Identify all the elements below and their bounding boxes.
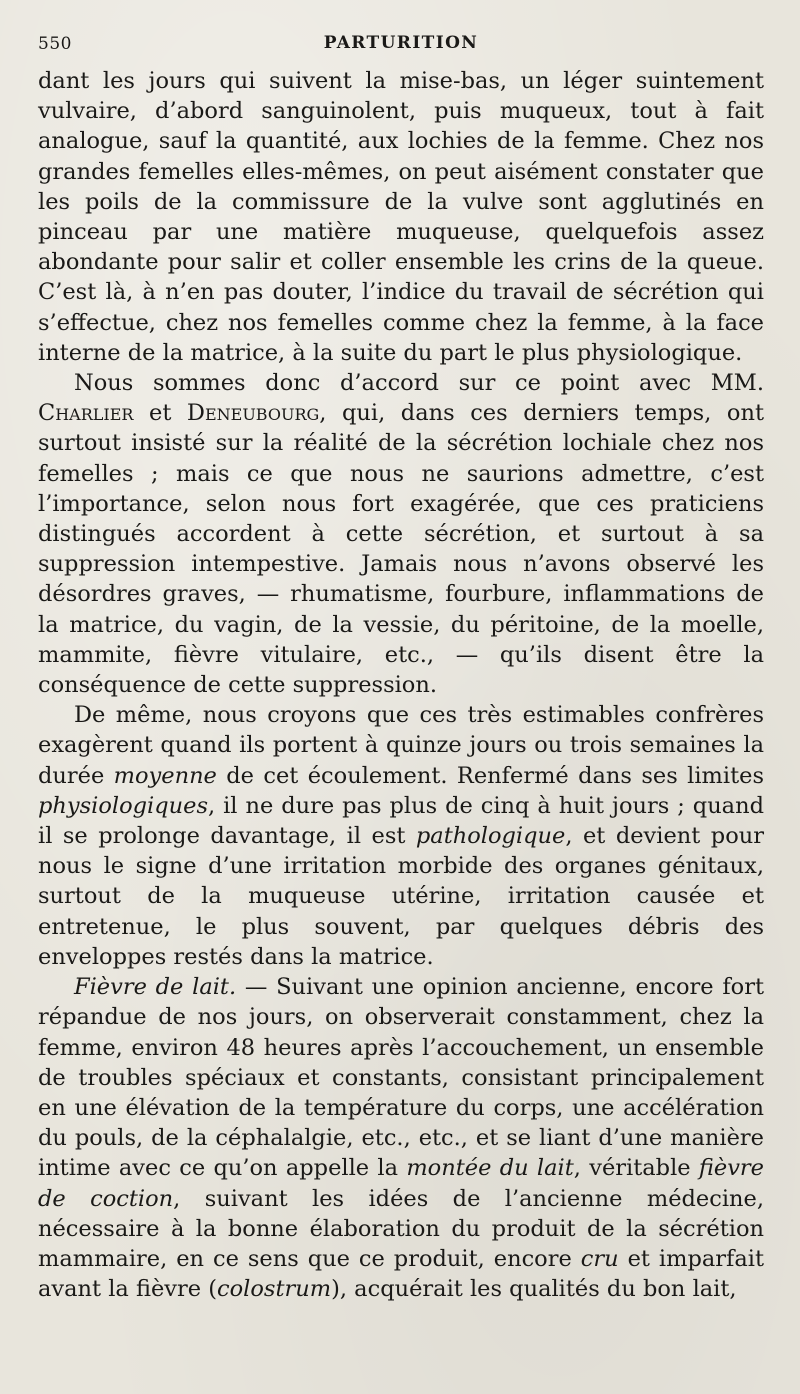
paragraph-charlier-deneubourg <box>38 368 764 700</box>
section-heading-fievre-de-lait: Fièvre de lait. <box>74 974 237 1001</box>
page-number: 550 <box>38 34 72 54</box>
author-name-deneubourg: Deneubourg <box>186 400 320 427</box>
text-segment: dant les jours qui suivent la mise-bas, un léger suintement vulvaire, d’abord sanguinolent, puis muqueux, tout à fait analogue, sauf la quantité, aux lochies de la femme. Chez nos grandes femelles elles-mêmes, on peut aisément constater que les poils de la commissure de la vulve sont agglutinés en pinceau par une matière muqueuse, quelquefois assez abondante pour salir et coller ensemble les crins de la queue. C’est là, à n’en pas douter, l’indice du travail de sécrétion qui s’effectue, chez nos femelles comme chez la femme, à la face interne de la matrice, à la suite du part le plus physiologique. <box>38 68 764 366</box>
text-segment: , véritable <box>573 1155 699 1182</box>
italic-term: colostrum <box>217 1276 332 1303</box>
italic-term: fièvre de coction <box>38 1155 764 1212</box>
running-head: PARTURITION <box>323 33 479 53</box>
text-segment: , qui, dans ces derniers temps, ont surtout insisté sur la réalité de la sécrétion lochiale chez nos femelles ; mais ce que nous ne saurions admettre, c’est l’importance, selon nous fort exagérée, que ces praticiens distingués accordent à cette sécrétion, et surtout à sa suppression intempestive. Jamais nous n’avons observé les désordres graves, — rhumatisme, fourbure, inflammations de la matrice, du vagin, de la vessie, du péritoine, de la moelle, mammite, fièvre vitulaire, etc., — qu’ils disent être la conséquence de cette suppression. <box>38 400 764 699</box>
author-name-charlier: Charlier <box>38 400 134 427</box>
text-segment: et <box>133 400 187 427</box>
text-segment: , il ne dure pas plus de cinq à huit jours ; quand il se prolonge davantage, il est <box>38 792 764 850</box>
text-segment: — Suivant une opinion ancienne, encore fort répandue de nos jours, on observerait constamment, chez la femme, environ 48 heures après l’accouchement, un ensemble de troubles spéciaux et constants, consistant principalement en une élévation de la température du corps, une accélération du pouls, de la céphalalgie, etc., etc., et se liant d’une manière intime avec ce qu’on appelle la <box>38 974 764 1182</box>
text-segment: De même, nous croyons que ces très estimables confrères exagèrent quand ils portent à quinze jours ou trois semaines la durée <box>38 702 764 789</box>
paragraph-lochia-description <box>38 66 764 368</box>
italic-term: physiologiques <box>38 792 208 819</box>
paragraph-duration <box>38 700 764 972</box>
text-segment: , et devient pour nous le signe d’une irritation morbide des organes génitaux, surtout de la muqueuse utérine, irritation causée et entretenue, le plus souvent, par quelques débris des enveloppes restés dans la matrice. <box>38 823 764 970</box>
italic-term: cru <box>580 1245 619 1272</box>
text-segment: Nous sommes donc d’accord sur ce point avec MM. <box>74 370 764 397</box>
text-segment: ), acquérait les qualités du bon lait, <box>331 1276 737 1303</box>
text-segment: de cet écoulement. Renfermé dans ses limites <box>216 762 764 789</box>
italic-term: montée du lait <box>406 1155 574 1182</box>
text-segment: et imparfait avant la fièvre ( <box>38 1245 765 1303</box>
paragraph-fievre-de-lait <box>38 972 764 1304</box>
body-text <box>38 66 764 1304</box>
page-header <box>38 30 764 58</box>
italic-term: pathologique <box>415 823 566 850</box>
text-segment: , suivant les idées de l’ancienne médecine, nécessaire à la bonne élaboration du produit de la sécrétion mammaire, en ce sens que ce produit, encore <box>38 1185 764 1272</box>
italic-term: moyenne <box>113 762 217 789</box>
